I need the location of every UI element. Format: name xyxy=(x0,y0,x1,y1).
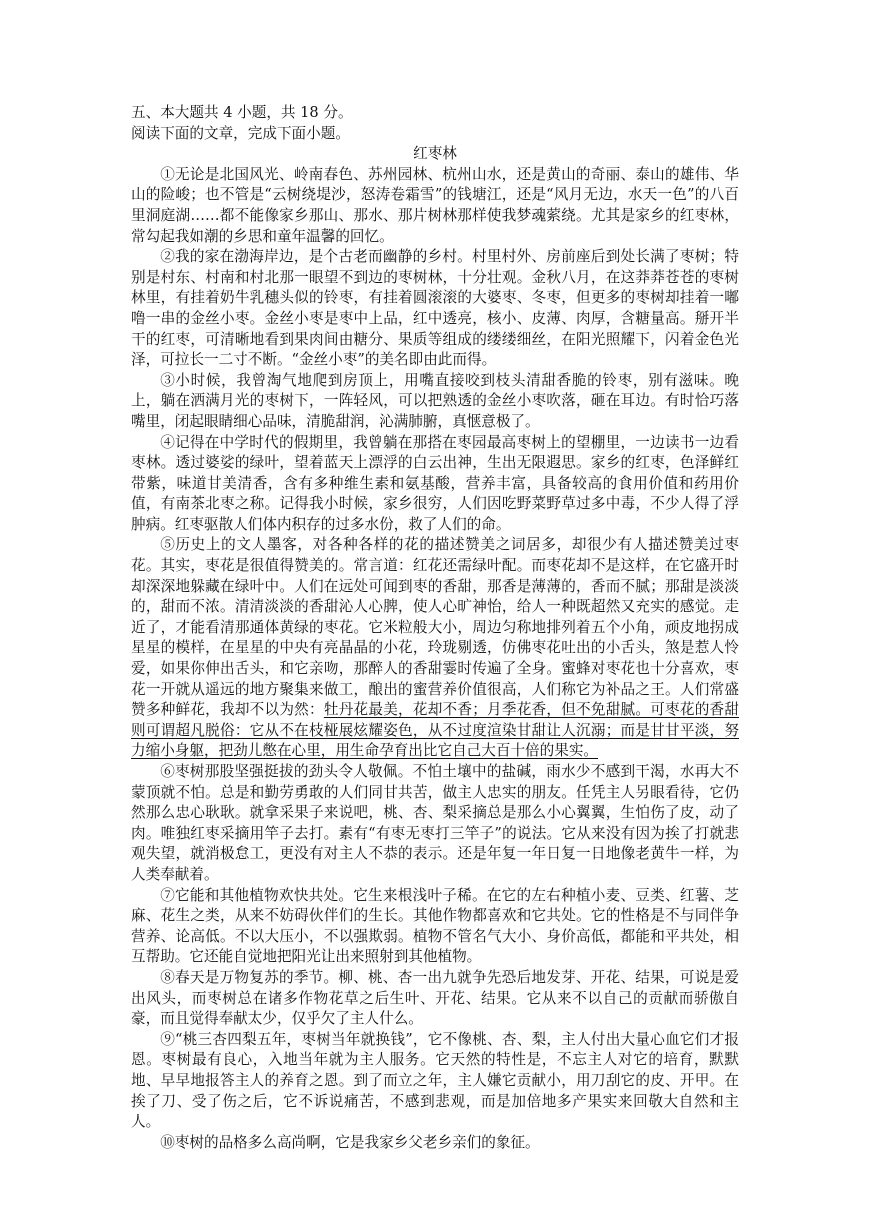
paragraph-1: ①无论是北国风光、岭南春色、苏州园林、杭州山水，还是黄山的奇丽、泰山的雄伟、华山的险峻；也不管是“云树绕堤沙，怒涛卷霜雪”的钱塘江，还是“风月无边，水天一色”的八百里洞庭湖……都不能像家乡那山、那水、那片树林那样使我梦魂萦绕。尤其是家乡的红枣林，常勾起我如潮的乡思和童年温馨的回忆。 xyxy=(131,165,739,245)
underlined-sentence: 牡丹花最美，花却不香；月季花香，但不免甜腻。可枣花的香甜则可谓超凡脱俗：它从不在枝桠展炫耀姿色，从不过度渲染甘甜让人沉溺；而是甘甘平淡，努力缩小身躯，把劲儿憋在心里，用生命孕育出比它自己大百十倍的果实。 xyxy=(131,701,739,760)
paragraph-4: ④记得在中学时代的假期里，我曾躺在那搭在枣园最高枣树上的望棚里，一边读书一边看枣林。透过婆娑的绿叶，望着蓝天上漂浮的白云出神，生出无限遐思。家乡的红枣，色泽鲜红带紫，味道甘美清香，含有多种维生素和氨基酸，营养丰富，具备较高的食用价值和药用价值，有南茶北枣之称。记得我小时候，家乡很穷，人们因吃野菜野草过多中毒，不少人得了浮肿病。红枣驱散人们体内积存的过多水份，救了人们的命。 xyxy=(131,433,739,533)
paragraph-3: ③小时候，我曾淘气地爬到房顶上，用嘴直接咬到枝头清甜香脆的铃枣，别有滋味。晚上，躺在洒满月光的枣树下，一阵轻风，可以把熟透的金丝小枣吹落，砸在耳边。有时恰巧落嘴里，闭起眼睛细心品味，清脆甜润，沁满肺腑，真惬意极了。 xyxy=(131,371,739,430)
article-title: 红枣林 xyxy=(413,145,457,163)
paragraph-8: ⑧春天是万物复苏的季节。柳、桃、杏一出九就争先恐后地发芽、开花、结果，可说是爱出风头，而枣树总在诸多作物花草之后生叶、开花、结果。它从来不以自己的贡献而骄傲自豪，而且觉得奉献太少，仅乎欠了主人什么。 xyxy=(131,968,739,1028)
paragraph-10: ⑩枣树的品格多么高尚啊，它是我家乡父老乡亲们的象征。 xyxy=(160,1133,540,1151)
paragraph-9: ⑨“桃三杏四梨五年，枣树当年就换钱”，它不像桃、杏、梨，主人付出大量心血它们才报恩。枣树最有良心，入地当年就为主人服务。它天然的特性是，不忘主人对它的培育，默默地、早早地报答主人的养育之恩。到了而立之年，主人嫌它贡献小，用刀刮它的皮、开甲。在挨了刀、受了伤之后，它不诉说痛苦，不感到悲观，而是加倍地多产果实来回敬大自然和主人。 xyxy=(131,1030,739,1131)
document-page xyxy=(131,103,739,1153)
paragraph-6: ⑥枣树那股坚强挺拔的劲头令人敬佩。不怕土壤中的盐碱，雨水少不感到干渴，水再大不蒙顶就不怕。总是和勤劳勇敢的人们同甘共苦，做主人忠实的朋友。任凭主人另眼看待，它仍然那么忠心耿耿。就拿采果子来说吧，桃、杏、梨采摘总是那么小心翼翼，生怕伤了皮，动了肉。唯独红枣采摘用竿子去打。素有“有枣无枣打三竿子”的说法。它从来没有因为挨了打就悲观失望，就消极怠工，更没有对主人不恭的表示。还是年复一年日复一日地像老黄牛一样，为人类奉献着。 xyxy=(131,763,739,883)
paragraph-5-text: ⑤历史上的文人墨客，对各种各样的花的描述赞美之词居多，却很少有人描述赞美过枣花。其实，枣花是很值得赞美的。常言道：红花还需绿叶配。而枣花却不是这样，在它盛开时却深深地躲藏在绿叶中。人们在远处可闻到枣的香甜，那香是薄薄的，香而不腻；那甜是淡淡的，甜而不浓。清清淡淡的香甜沁人心脾，使人心旷神怡，给人一种既超然又充实的感觉。走近了，才能看清那通体黄绿的枣花。它米粒般大小，周边匀称地排列着五个小角，顽皮地拐成星星的模样，在星星的中央有亮晶晶的小花，玲珑剔透，仿佛枣花吐出的小舌头，煞是惹人怜爱，如果你伸出舌头，和它亲吻，那醉人的香甜霎时传遍了全身。蜜蜂对枣花也十分喜欢，枣花一开就从遥远的地方聚集来做工，酿出的蜜营养价值很高，人们称它为补品之王。人们常盛赞多种鲜花，我却不以为然： xyxy=(131,536,739,719)
paragraph-2: ②我的家在渤海岸边，是个古老而幽静的乡村。村里村外、房前座后到处长满了枣树；特别是村东、村南和村北那一眼望不到边的枣树林，十分壮观。金秋八月，在这莽莽苍苍的枣树林里，有挂着奶牛乳穗头似的铃枣，有挂着圆滚滚的大婆枣、冬枣，但更多的枣树却挂着一嘟噜一串的金丝小枣。金丝小枣是枣中上品，红中透亮，核小、皮薄、肉厚，含糖量高。掰开半干的红枣，可清晰地看到果肉间由糖分、果质等组成的缕缕细丝，在阳光照耀下，闪着金色光泽，可拉长一二寸不断。“金丝小枣”的美名即由此而得。 xyxy=(131,248,739,369)
paragraph-5 xyxy=(131,535,739,762)
section-header: 五、本大题共 4 小题，共 18 分。 xyxy=(131,104,353,121)
paragraph-7: ⑦它能和其他植物欢快共处。它生来根浅叶子稀。在它的左右种植小麦、豆类、红薯、芝麻、花生之类，从来不妨碍伙伴们的生长。其他作物都喜欢和它共处。它的性格是不与同伴争营养、论高低。不以大压小，不以强欺弱。植物不管名气大小、身价高低，都能和平共处，相互帮助。它还能自觉地把阳光让出来照射到其他植物。 xyxy=(131,886,739,966)
reading-instruction: 阅读下面的文章，完成下面小题。 xyxy=(131,124,350,142)
